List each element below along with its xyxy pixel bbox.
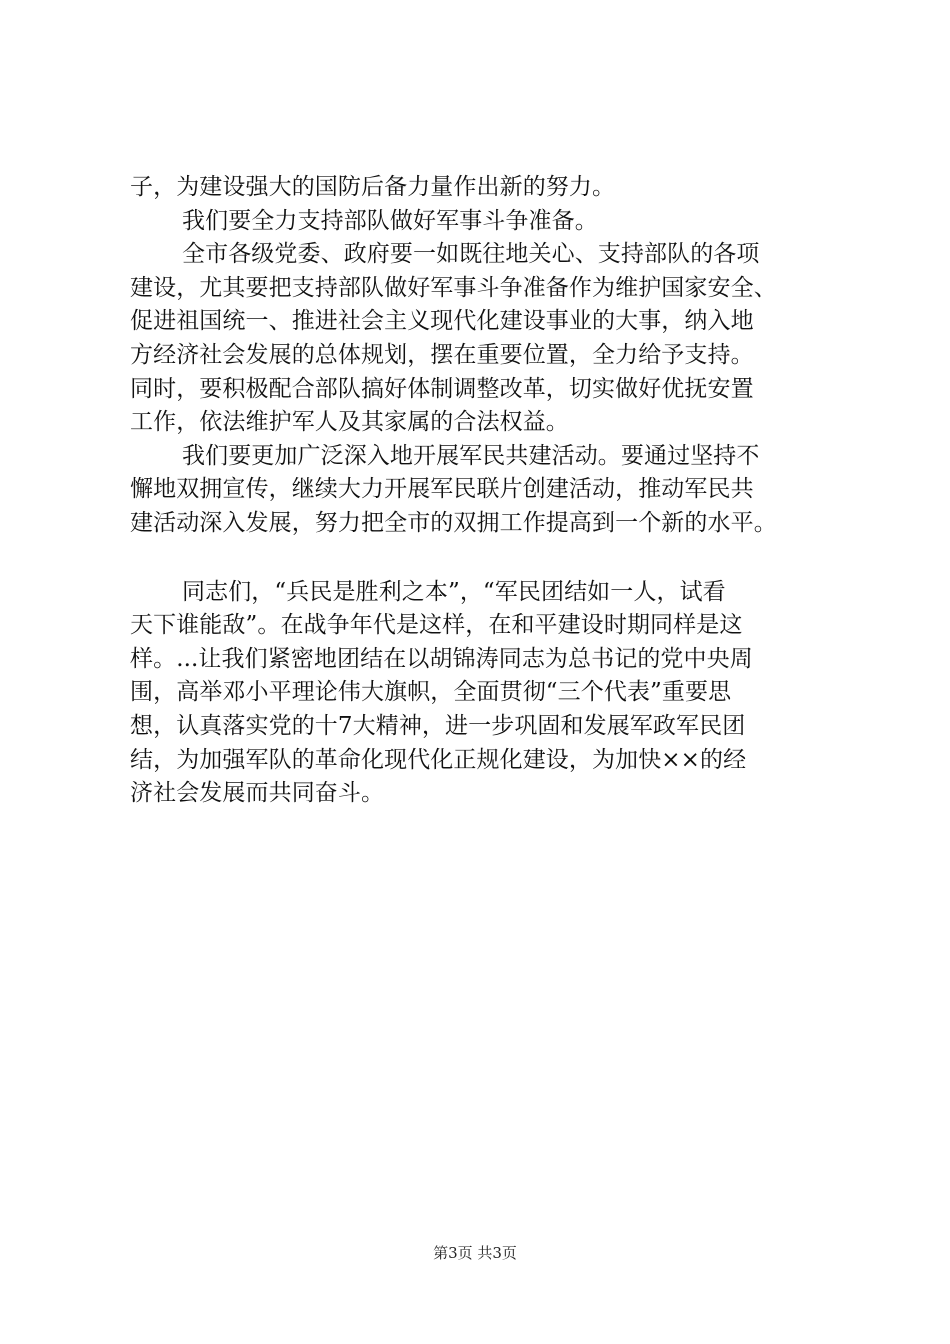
body-text (130, 171, 855, 811)
text-line: 建设，尤其要把支持部队做好军事斗争准备作为维护国家安全、 (130, 274, 777, 301)
text-line: 工作，依法维护军人及其家属的合法权益。 (130, 409, 569, 436)
text-line: 结，为加强军队的革命化现代化正规化建设，为加快××的经 (130, 746, 747, 773)
page-number: 第3页 共3页 (433, 1244, 517, 1262)
text-line: 围，高举邓小平理论伟大旗帜，全面贯彻“三个代表”重要思 (130, 679, 732, 706)
text-line: 天下谁能敌”。在战争年代是这样，在和平建设时期同样是这 (130, 612, 743, 639)
text-line: 济社会发展而共同奋斗。 (130, 780, 385, 807)
paragraph-heading-support-army: 我们要全力支持部队做好军事斗争准备。 (182, 207, 598, 234)
text-line: 促进祖国统一、推进社会主义现代化建设事业的大事，纳入地 (130, 308, 754, 335)
text-line: 方经济社会发展的总体规划，摆在重要位置，全力给予支持。 (130, 341, 754, 368)
paragraph-gap (130, 541, 855, 576)
text-line: 想，认真落实党的十7大精神，进一步巩固和发展军政军民团 (130, 712, 746, 739)
text-line: 同时，要积极配合部队搞好体制调整改革，切实做好优抚安置 (130, 375, 754, 402)
text-line: 样。...让我们紧密地团结在以胡锦涛同志为总书记的党中央周 (130, 645, 753, 672)
text-line: 我们要更加广泛深入地开展军民共建活动。要通过坚持不 (182, 442, 760, 469)
text-line: 建活动深入发展，努力把全市的双拥工作提高到一个新的水平。 (130, 509, 777, 536)
text-line: 同志们，“兵民是胜利之本”，“军民团结如一人，试看 (182, 578, 726, 605)
text-line: 懈地双拥宣传，继续大力开展军民联片创建活动，推动军民共 (130, 476, 754, 503)
text-line: 子，为建设强大的国防后备力量作出新的努力。 (130, 174, 616, 200)
page-footer (0, 1243, 950, 1263)
text-line: 全市各级党委、政府要一如既往地关心、支持部队的各项 (182, 241, 760, 268)
